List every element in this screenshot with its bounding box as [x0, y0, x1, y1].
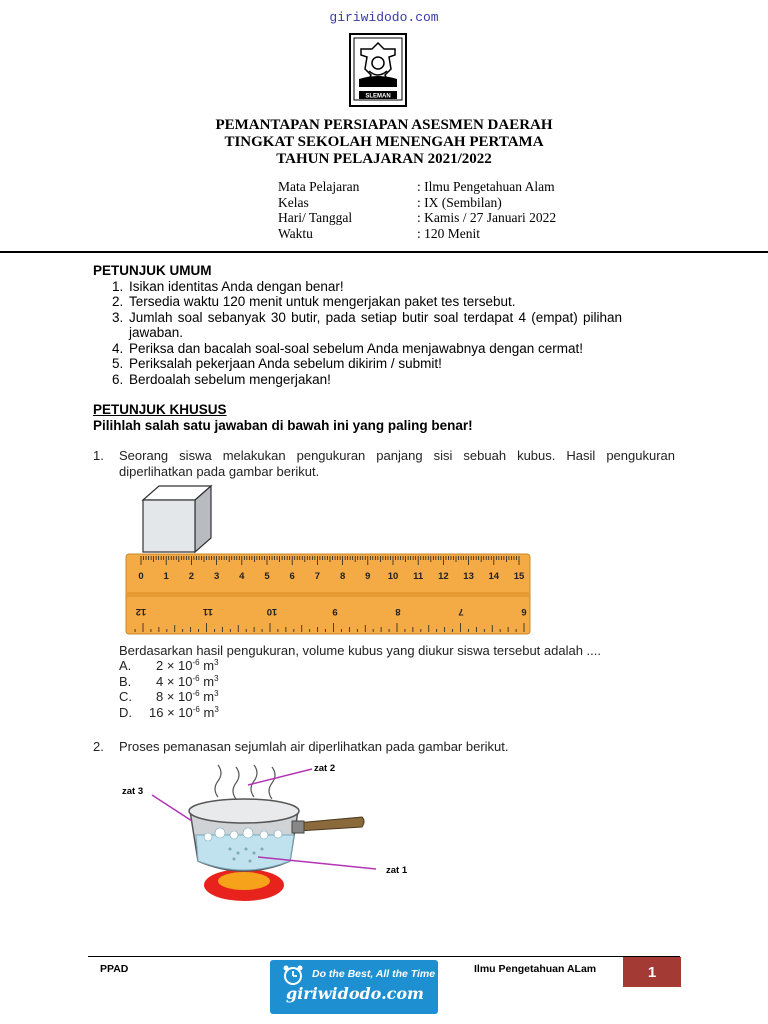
ruler-top-label: 12 — [438, 571, 449, 582]
option-b[interactable]: B. $4 \times 10^{-6}$ $m^3$ — [119, 673, 219, 689]
footer-code: PPAD — [100, 963, 129, 975]
ruler-top-label: 1 — [163, 571, 169, 582]
question-1-options — [119, 658, 252, 720]
meta-row-subject — [278, 179, 556, 195]
ruler-bottom-label: 12 — [135, 606, 147, 617]
general-heading: PETUNJUK UMUM — [93, 263, 212, 278]
heating-pot-illustration — [108, 757, 428, 907]
title-line-2: TINGKAT SEKOLAH MENENGAH PERTAMA — [224, 134, 544, 150]
title-line-1: PEMANTAPAN PERSIAPAN ASESMEN DAERAH — [215, 117, 553, 133]
meta-row-date — [278, 210, 556, 226]
question-2 — [93, 739, 675, 755]
ruler-top-label: 8 — [339, 571, 346, 582]
list-item: 5. Periksalah pekerjaan Anda sebelum dikirim / submit! — [112, 356, 442, 371]
ruler-top-label: 3 — [213, 571, 220, 582]
label-zat-3: zat 3 — [122, 786, 144, 797]
list-item: 1. Isikan identitas Anda dengan benar! — [112, 278, 344, 294]
cube-illustration — [138, 484, 214, 554]
meta-value: : 120 Menit — [417, 225, 480, 241]
meta-label: Waktu — [278, 225, 313, 241]
question-number: 2. — [93, 739, 104, 754]
ruler-top-label: 2 — [188, 571, 195, 582]
site-url: giriwidodo.com — [329, 10, 439, 25]
ruler-top-label: 5 — [264, 571, 270, 582]
site-banner[interactable] — [270, 960, 438, 1014]
specific-instructions — [93, 402, 473, 433]
exam-meta-table — [278, 179, 556, 241]
meta-row-time — [278, 226, 556, 242]
option-c[interactable]: C. $8 \times 10^{-6}$ $m^3$ — [119, 689, 219, 704]
ruler-bottom-label: 10 — [266, 606, 278, 617]
ruler-top-label: 6 — [289, 571, 295, 582]
logo-caption: SLEMAN — [365, 93, 391, 100]
meta-row-class — [278, 195, 556, 211]
ruler-illustration — [124, 552, 532, 636]
school-emblem-logo — [349, 33, 407, 107]
ruler-top-label: 13 — [463, 571, 474, 582]
meta-value: : IX (Sembilan) — [417, 194, 502, 210]
question-text: Seorang siswa melakukan pengukuran panjang sisi sebuah kubus. Hasil pengukuran diperlihatkan pada gambar berikut. — [119, 448, 675, 479]
specific-instruction: Pilihlah salah satu jawaban di bawah ini yang paling benar! — [93, 417, 473, 433]
question-1 — [93, 448, 675, 480]
ruler-top-label: 14 — [488, 571, 500, 582]
label-zat-2: zat 2 — [314, 763, 336, 774]
list-item: 4. Periksa dan bacalah soal-soal sebelum Anda menjawabnya dengan cermat! — [112, 340, 584, 356]
meta-label: Kelas — [278, 194, 309, 210]
title-line-3: TAHUN PELAJARAN 2021/2022 — [276, 151, 492, 167]
banner-site-name: giriwidodo.com — [286, 984, 424, 1003]
list-item: 6. Berdoalah sebelum mengerjakan! — [112, 371, 331, 387]
question-text: Proses pemanasan sejumlah air diperlihatkan pada gambar berikut. — [119, 739, 509, 754]
page-number: 1 — [623, 957, 681, 987]
exam-title — [0, 117, 768, 168]
ruler-bottom-label: 8 — [395, 606, 401, 617]
question-number: 1. — [93, 448, 104, 463]
ruler-top-label: 0 — [138, 571, 144, 582]
footer-subject: Ilmu Pengetahuan ALam — [474, 963, 597, 975]
footer-divider — [88, 956, 680, 957]
label-zat-1: zat 1 — [386, 865, 408, 876]
meta-label: Mata Pelajaran — [278, 179, 360, 194]
ruler-top-label: 15 — [513, 571, 525, 582]
banner-tagline: Do the Best, All the Time — [312, 968, 436, 980]
list-item: 2. Tersedia waktu 120 menit untuk mengerjakan paket tes tersebut. — [112, 294, 516, 309]
meta-value: : Ilmu Pengetahuan Alam — [417, 179, 555, 194]
ruler-top-label: 4 — [239, 571, 245, 582]
alarm-clock-icon — [282, 964, 304, 986]
ruler-top-label: 10 — [387, 571, 399, 582]
ruler-bottom-label: 9 — [332, 606, 338, 617]
header-divider — [0, 251, 768, 253]
question-1-stem: Berdasarkan hasil pengukuran, volume kubus yang diukur siswa tersebut adalah .... — [119, 643, 602, 658]
ruler-bottom-label: 11 — [202, 606, 214, 617]
option-d[interactable]: D. $16 \times 10^{-6}$ $m^3$ — [119, 704, 219, 720]
specific-heading: PETUNJUK KHUSUS — [93, 402, 227, 417]
ruler-top-label: 11 — [413, 571, 424, 582]
option-a[interactable]: A. $2 \times 10^{-6}$ $m^3$ — [119, 658, 219, 673]
general-instructions — [93, 263, 622, 387]
ruler-top-label: 7 — [314, 571, 321, 582]
list-item: 3. Jumlah soal sebanyak 30 butir, pada setiap butir soal terdapat 4 (empat) pilihan jawaban. — [112, 309, 622, 340]
meta-value: : Kamis / 27 Januari 2022 — [417, 210, 557, 225]
ruler-bottom-label: 6 — [521, 606, 527, 617]
meta-label: Hari/ Tanggal — [278, 210, 353, 225]
ruler-top-label: 9 — [365, 571, 371, 582]
ruler-bottom-label: 7 — [458, 606, 464, 617]
